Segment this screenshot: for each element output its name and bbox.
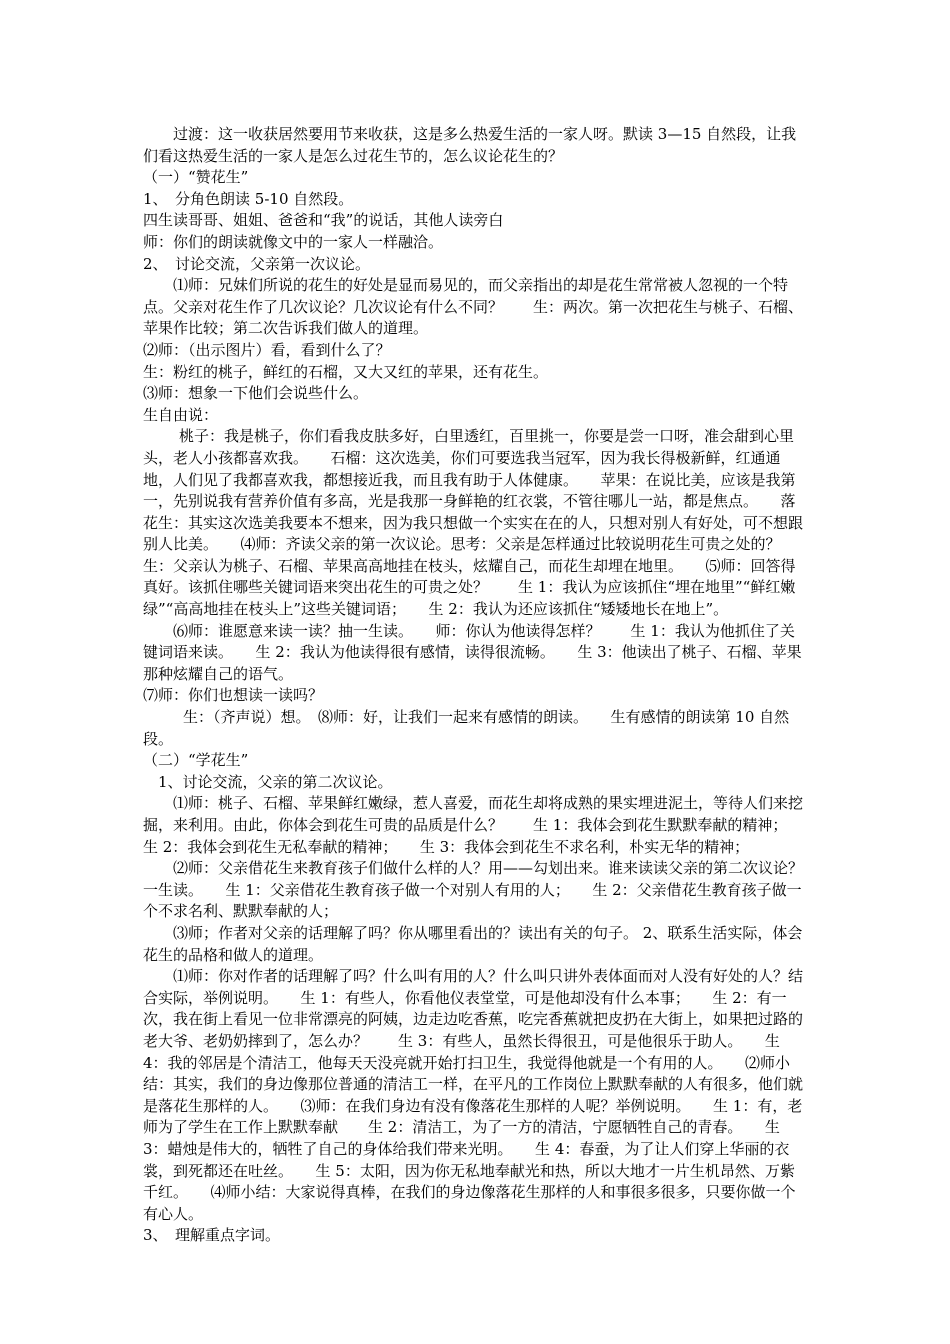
paragraph-step-1: ⑴师：兄妹们所说的花生的好处是显而易见的，而父亲指出的却是花生常常被人忽视的一个特点。父亲对花生作了几次议论？几次议论有什么不同？ 生：两次。第一次把花生与桃子、石榴、苹果作比较；第二次告诉我们做人的道理。 (143, 276, 804, 338)
section-heading-learn-peanut: （二）“学花生” (143, 751, 249, 770)
list-item-first-discussion: 2、 讨论交流，父亲第一次议论。 (143, 254, 371, 273)
paragraph-second-step-3: ⑶师；作者对父亲的话理解了吗？你从哪里看出的？读出有关的句子。 2、联系生活实际，体会花生的品格和做人的道理。 (143, 923, 803, 964)
list-item-second-discussion: 1、讨论交流，父亲的第二次议论。 (158, 772, 393, 791)
paragraph-transition: 过渡：这一收获居然要用节来收获，这是多么热爱生活的一家人呀。默读 3—15 自然段，让我们看这热爱生活的一家人是怎么过花生节的，怎么议论花生的？ (143, 125, 797, 165)
paragraph-life-examples: ⑴师：你对作者的话理解了吗？什么叫有用的人？什么叫只讲外表体面而对人没有好处的人？结合实际，举例说明。 生 1：有些人，你看他仪表堂堂，可是他却没有什么本事； 生 2：有一次，我在街上看见一位非常漂亮的阿姨，边走边吃香蕉，吃完香蕉就把皮扔在大街上，如果把过路的老大爷、老奶奶摔到了，怎么办？ 生 3：有些人，虽然长得很丑，可是他很乐于助人。 生 4：我的邻居是个清洁工，他每天天没亮就开始打扫卫生，我觉得他就是一个有用的人。 ⑵师小结：其实，我们的身边像那位普通的清洁工一样，在平凡的工作岗位上默默奉献的人有很多，他们就是落花生那样的人。 ⑶师：在我们身边有没有像落花生那样的人呢？举例说明。 生 1：有，老师为了学生在工作上默默奉献 生 2：清洁工，为了一方的清洁，宁愿牺牲自己的青春。 生 3：蜡烛是伟大的，牺牲了自己的身体给我们带来光明。 生 4：春蚕，为了让人们穿上华丽的衣裳，到死都还在吐丝。 生 5：太阳，因为你无私地奉献光和热，所以大地才一片生机昂然、万紫千红。 ⑷师小结：大家说得真棒，在我们的身边像落花生那样的人和事很多很多，只要你做一个有心人。 (143, 967, 804, 1223)
paragraph-teacher-comment: 师：你们的朗读就像文中的一家人一样融洽。 (143, 232, 444, 251)
list-item-role-reading: 1、 分角色朗读 5-10 自然段。 (143, 189, 354, 208)
list-item-key-words: 3、 理解重点字词。 (143, 1226, 281, 1245)
document-body (143, 124, 811, 1247)
paragraph-role-reading-note: 四生读哥哥、姐姐、爸爸和“我”的说话，其他人读旁白 (143, 211, 504, 230)
section-heading-praise-peanut: （一）“赞花生” (143, 168, 249, 187)
paragraph-second-step-2: ⑵师：父亲借花生来教育孩子们做什么样的人？用——勾划出来。谁来读读父亲的第二次议论？一生读。 生 1：父亲借花生教育孩子做一个对别人有用的人； 生 2：父亲借花生教育孩子做一个不求名利、默默奉献的人； (143, 859, 804, 921)
paragraph-step-6: ⑹师：谁愿意来读一读？抽一生读。 师：你认为他读得怎样？ 生 1：我认为他抓住了关键词语来读。 生 2：我认为他读得很有感情，读得很流畅。 生 3：他读出了桃子、石榴、苹果那种炫耀自己的语气。 (143, 621, 802, 683)
paragraph-fruit-dialogue: 桃子：我是桃子，你们看我皮肤多好，白里透红，百里挑一，你要是尝一口呀，准会甜到心里头，老人小孩都喜欢我。 石榴：这次选美，你们可要选我当冠军，因为我长得极新鲜，红通通地，人们见了我都喜欢我，都想接近我，而且我有助于人体健康。 苹果：在说比美，应该是我第一，先别说我有营养价值有多高，光是我那一身鲜艳的红衣裳，不管往哪儿一站，都是焦点。 落花生：其实这次选美我要本不想来，因为我只想做一个实实在在的人，只想对别人有好处，可不想跟别人比美。 ⑷师：齐读父亲的第一次议论。思考：父亲是怎样通过比较说明花生可贵之处的？ 生：父亲认为桃子、石榴、苹果高高地挂在枝头，炫耀自己，而花生却埋在地里。 ⑸师：回答得真好。该抓住哪些关键词语来突出花生的可贵之处？ 生 1：我认为应该抓住“埋在地里”“鲜红嫩绿”“高高地挂在枝头上”这些关键词语； 生 2：我认为还应该抓住“矮矮地长在地上”。 (143, 427, 811, 619)
paragraph-second-step-1: ⑴师：桃子、石榴、苹果鲜红嫩绿，惹人喜爱，而花生却将成熟的果实埋进泥土，等待人们来挖掘，来利用。由此，你体会到花生可贵的品质是什么？ 生 1：我体会到花生默默奉献的精神； 生 2：我体会到花生无私奉献的精神； 生 3：我体会到花生不求名利，朴实无华的精神； (143, 794, 810, 856)
paragraph-step-2: ⑵师：（出示图片）看，看到什么了？ (143, 340, 391, 359)
paragraph-step-3: ⑶师：想象一下他们会说些什么。 (143, 384, 369, 403)
paragraph-free-talk: 生自由说： (143, 405, 219, 424)
paragraph-student-answer: 生：粉红的桃子，鲜红的石榴，又大又红的苹果，还有花生。 (143, 362, 549, 381)
paragraph-step-7: ⑺师：你们也想读一读吗？ (143, 686, 324, 705)
paragraph-step-8: 生：（齐声说）想。 ⑻师：好，让我们一起来有感情的朗读。 生有感情的朗读第 10 自然段。 (143, 708, 790, 748)
